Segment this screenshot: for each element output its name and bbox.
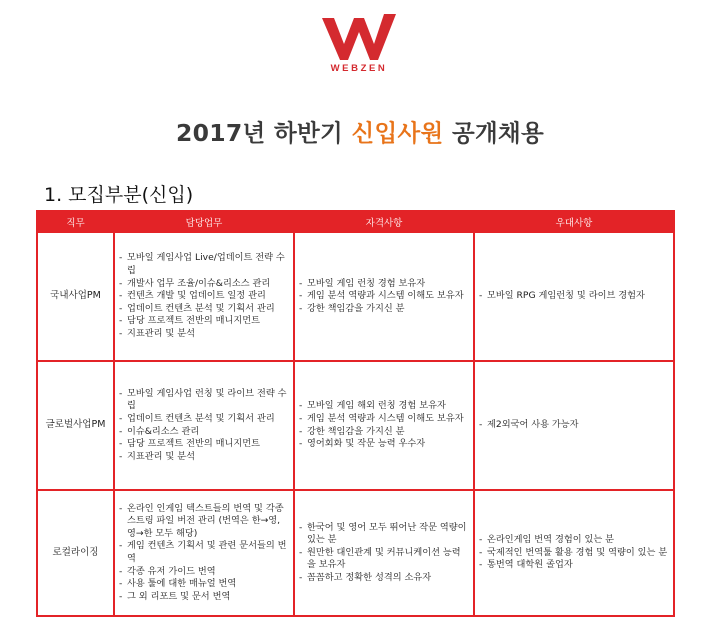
list-item: - 개발사 업무 조율/이슈&리소스 관리 bbox=[119, 278, 289, 291]
title-suffix: 공개채용 bbox=[443, 119, 545, 147]
bullet-list bbox=[479, 534, 669, 572]
qualifications-cell bbox=[294, 232, 474, 361]
table-row bbox=[37, 490, 674, 616]
list-item: - 강한 책임감을 가지신 분 bbox=[299, 426, 469, 439]
bullet-list bbox=[119, 503, 289, 604]
list-item: - 통번역 대학원 졸업자 bbox=[479, 559, 669, 572]
qualifications-cell bbox=[294, 361, 474, 490]
list-item: - 그 외 리포트 및 문서 번역 bbox=[119, 591, 289, 604]
recruitment-table bbox=[36, 210, 675, 617]
list-item: - 사용 툴에 대한 매뉴얼 번역 bbox=[119, 578, 289, 591]
header-qualifications: 자격사항 bbox=[294, 211, 474, 232]
list-item: - 담당 프로젝트 전반의 매니지먼트 bbox=[119, 438, 289, 451]
list-item: - 지표관리 및 분석 bbox=[119, 328, 289, 341]
list-item: - 원만한 대인관계 및 커뮤니케이션 능력을 보유자 bbox=[299, 547, 469, 572]
table-row bbox=[37, 232, 674, 361]
list-item: - 모바일 게임 런칭 경험 보유자 bbox=[299, 278, 469, 291]
header-role: 직무 bbox=[37, 211, 114, 232]
bullet-list bbox=[119, 252, 289, 340]
preferred-cell bbox=[474, 361, 674, 490]
title-prefix: 2017년 하반기 bbox=[175, 119, 352, 147]
header-duties: 담당업무 bbox=[114, 211, 294, 232]
list-item: - 꼼꼼하고 정확한 성격의 소유자 bbox=[299, 572, 469, 585]
table-header-row bbox=[37, 211, 674, 232]
list-item: - 모바일 게임 해외 런칭 경험 보유자 bbox=[299, 400, 469, 413]
list-item: - 제2외국어 사용 가능자 bbox=[479, 419, 669, 432]
webzen-logo bbox=[304, 10, 414, 82]
list-item: - 국제적인 번역툴 활용 경험 및 역량이 있는 분 bbox=[479, 547, 669, 560]
title-highlight: 신입사원 bbox=[351, 119, 444, 147]
preferred-cell bbox=[474, 232, 674, 361]
webzen-w-icon bbox=[320, 10, 398, 62]
list-item: - 온라인 인게임 텍스트들의 번역 및 각종 스트링 파일 버전 관리 (번역은 한→영, 영→한 모두 해당) bbox=[119, 503, 289, 541]
role-cell: 글로벌사업PM bbox=[37, 361, 114, 490]
section-heading: 1. 모집부분(신입) bbox=[44, 184, 194, 206]
bullet-list bbox=[299, 522, 469, 585]
list-item: - 모바일 게임사업 Live/업데이트 전략 수립 bbox=[119, 252, 289, 277]
list-item: - 업데이트 컨텐츠 분석 및 기획서 관리 bbox=[119, 413, 289, 426]
page-title bbox=[0, 114, 720, 148]
list-item: - 업데이트 컨텐츠 분석 및 기획서 관리 bbox=[119, 303, 289, 316]
list-item: - 모바일 게임사업 런칭 및 라이브 전략 수립 bbox=[119, 388, 289, 413]
list-item: - 이슈&리소스 관리 bbox=[119, 426, 289, 439]
list-item: - 각종 유저 가이드 번역 bbox=[119, 566, 289, 579]
bullet-list bbox=[479, 419, 669, 432]
header-preferred: 우대사항 bbox=[474, 211, 674, 232]
list-item: - 게임 분석 역량과 시스템 이해도 보유자 bbox=[299, 290, 469, 303]
duties-cell bbox=[114, 490, 294, 616]
list-item: - 게임 분석 역량과 시스템 이해도 보유자 bbox=[299, 413, 469, 426]
bullet-list bbox=[119, 388, 289, 464]
duties-cell bbox=[114, 232, 294, 361]
list-item: - 게임 컨텐츠 기획서 및 관련 문서들의 번역 bbox=[119, 540, 289, 565]
list-item: - 온라인게임 번역 경험이 있는 분 bbox=[479, 534, 669, 547]
bullet-list bbox=[299, 278, 469, 316]
bullet-list bbox=[479, 290, 669, 303]
list-item: - 영어회화 및 작문 능력 우수자 bbox=[299, 438, 469, 451]
preferred-cell bbox=[474, 490, 674, 616]
table-row bbox=[37, 361, 674, 490]
list-item: - 모바일 RPG 게임런칭 및 라이브 경험자 bbox=[479, 290, 669, 303]
list-item: - 컨텐츠 개발 및 업데이트 일정 관리 bbox=[119, 290, 289, 303]
qualifications-cell bbox=[294, 490, 474, 616]
list-item: - 지표관리 및 분석 bbox=[119, 451, 289, 464]
bullet-list bbox=[299, 400, 469, 450]
list-item: - 담당 프로젝트 전반의 매니지먼트 bbox=[119, 315, 289, 328]
role-cell: 국내사업PM bbox=[37, 232, 114, 361]
list-item: - 강한 책임감을 가지신 분 bbox=[299, 303, 469, 316]
role-cell: 로컬라이징 bbox=[37, 490, 114, 616]
list-item: - 한국어 및 영어 모두 뛰어난 작문 역량이 있는 분 bbox=[299, 522, 469, 547]
logo-text: WEBZEN bbox=[330, 63, 388, 74]
duties-cell bbox=[114, 361, 294, 490]
